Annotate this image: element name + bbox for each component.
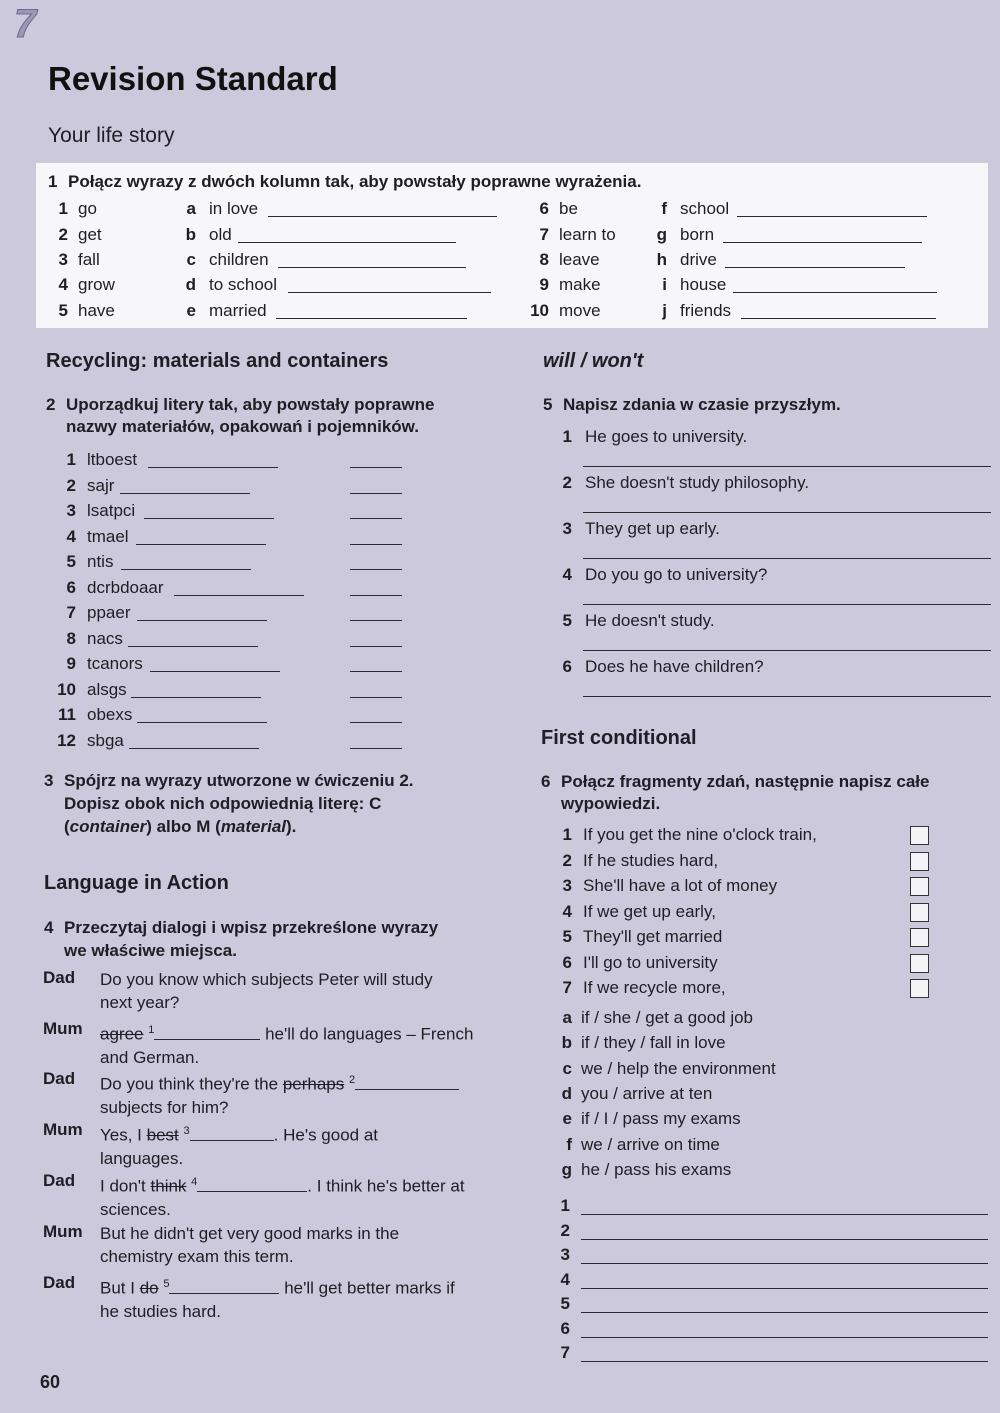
- answer-checkbox[interactable]: [910, 954, 929, 973]
- item-number: 2: [66, 475, 76, 495]
- item-text: She'll have a lot of money: [583, 876, 778, 895]
- answer-line[interactable]: [581, 1361, 988, 1362]
- dialogue-line: [100, 1120, 378, 1170]
- struck-word: perhaps: [282, 1074, 345, 1094]
- answer-checkbox[interactable]: [910, 852, 929, 871]
- item-text: move: [559, 301, 601, 320]
- item-text: get: [78, 225, 102, 244]
- item-number: 3: [562, 876, 572, 895]
- answer-line[interactable]: [581, 1288, 988, 1289]
- item-text: They'll get married: [583, 927, 723, 946]
- instruction-text: Spójrz na wyrazy utworzone w ćwiczeniu 2.: [64, 771, 414, 790]
- letter-line[interactable]: [350, 518, 402, 519]
- answer-line[interactable]: [238, 242, 456, 243]
- item-text: married: [209, 301, 267, 320]
- item-text: he / pass his exams: [581, 1159, 732, 1179]
- item-number: 7: [562, 978, 572, 997]
- item-number: e: [186, 301, 196, 320]
- item-number: b: [561, 1033, 572, 1053]
- item-number: 8: [66, 628, 76, 648]
- dialogue-text: But he didn't get very good marks in the: [100, 1224, 400, 1243]
- item-number: 3: [66, 501, 76, 520]
- letter-line[interactable]: [350, 697, 402, 698]
- answer-line[interactable]: [737, 216, 927, 217]
- instruction-italic: material: [220, 817, 287, 836]
- item-number: h: [656, 250, 667, 269]
- dialogue-text: he'll do languages – French: [265, 1024, 474, 1044]
- struck-word: think: [150, 1176, 187, 1196]
- answer-checkbox[interactable]: [910, 826, 929, 845]
- item-text: He goes to university.: [585, 427, 748, 446]
- answer-line[interactable]: [148, 467, 278, 468]
- dialogue-text: But I: [100, 1278, 135, 1298]
- item-number: 12: [57, 730, 76, 750]
- answer-line[interactable]: [723, 242, 922, 243]
- answer-checkbox[interactable]: [910, 979, 929, 998]
- item-number: j: [662, 301, 667, 320]
- instruction-text: (: [64, 817, 70, 836]
- struck-word: agree: [100, 1024, 144, 1044]
- letter-line[interactable]: [350, 620, 402, 621]
- instruction-text: Dopisz obok nich odpowiednią literę: C: [64, 794, 382, 813]
- item-number: 6: [562, 657, 572, 676]
- item-text: friends: [680, 301, 732, 320]
- dialogue-line: [100, 1069, 459, 1119]
- answer-line[interactable]: [581, 1239, 988, 1240]
- letter-line[interactable]: [350, 595, 402, 596]
- item-number: 1: [562, 825, 572, 844]
- item-text: house: [680, 275, 727, 294]
- first-conditional-heading: First conditional: [541, 727, 697, 749]
- item-number: 5: [562, 927, 572, 946]
- item-text: in love: [209, 199, 259, 218]
- dialogue-text: chemistry exam this term.: [100, 1247, 294, 1266]
- answer-line[interactable]: [741, 318, 936, 319]
- item-text: obexs: [87, 705, 133, 724]
- item-number: i: [662, 275, 667, 294]
- item-number: 1: [66, 450, 76, 469]
- item-number: 4: [562, 901, 572, 921]
- item-text: if / I / pass my exams: [581, 1109, 741, 1129]
- item-number: 2: [560, 1220, 570, 1240]
- letter-line[interactable]: [350, 646, 402, 647]
- item-number: b: [185, 225, 196, 244]
- item-text: dcrbdoaar: [87, 577, 164, 597]
- item-number: 6: [539, 199, 549, 218]
- item-number: c: [186, 250, 196, 269]
- dialogue-text: languages.: [100, 1148, 184, 1168]
- item-text: ppaer: [87, 603, 131, 622]
- exercise-4-instruction: [44, 916, 438, 962]
- item-text: born: [680, 225, 715, 244]
- dialogue-line: [100, 1222, 399, 1268]
- item-number: 6: [562, 952, 572, 972]
- speaker: Mum: [43, 1222, 83, 1241]
- letter-line[interactable]: [350, 544, 402, 545]
- page-title: Revision Standard: [48, 60, 338, 97]
- item-number: 3: [58, 250, 68, 269]
- item-number: 7: [560, 1343, 570, 1362]
- answer-line[interactable]: [583, 512, 991, 513]
- answer-line[interactable]: [583, 558, 991, 559]
- gap-blank[interactable]: [197, 1176, 307, 1192]
- dialogue-text: he studies hard.: [100, 1301, 221, 1321]
- instruction-text: ).: [286, 817, 297, 836]
- answer-line[interactable]: [583, 650, 991, 651]
- instruction-text: wypowiedzi.: [561, 794, 661, 813]
- answer-line[interactable]: [268, 216, 497, 217]
- item-text: lsatpci: [87, 501, 136, 520]
- letter-line[interactable]: [350, 748, 402, 749]
- exercise-number: 2: [46, 395, 56, 414]
- item-number: 6: [560, 1318, 570, 1338]
- item-number: 4: [66, 526, 76, 546]
- recycling-heading: Recycling: materials and containers: [46, 350, 389, 372]
- gap-number: 4: [191, 1176, 198, 1188]
- dialogue-text: subjects for him?: [100, 1097, 229, 1117]
- exercise-5-instruction: [543, 394, 841, 416]
- answer-line[interactable]: [725, 267, 905, 268]
- exercise-6-instruction: [541, 771, 929, 815]
- item-text: If we recycle more,: [583, 978, 726, 997]
- will-wont-heading: will / won't: [543, 350, 644, 372]
- dialogue-text: Do you know which subjects Peter will study: [100, 970, 433, 989]
- struck-word: do: [139, 1278, 159, 1298]
- exercise-number: 5: [543, 395, 553, 414]
- exercise-number: 3: [44, 771, 54, 790]
- item-text: If he studies hard,: [583, 850, 719, 870]
- item-number: a: [562, 1008, 572, 1027]
- dialogue-text: . I think he's better at: [307, 1176, 465, 1196]
- gap-number: 1: [148, 1024, 155, 1036]
- item-text: If we get up early,: [583, 901, 716, 921]
- answer-line[interactable]: [581, 1337, 988, 1338]
- item-text: old: [209, 225, 232, 244]
- item-text: leave: [559, 250, 600, 269]
- instruction-text: Połącz fragmenty zdań, następnie napisz całe: [561, 772, 930, 791]
- item-text: you / arrive at ten: [581, 1083, 713, 1103]
- dialogue-text: he'll get better marks if: [284, 1278, 455, 1298]
- instruction-text: Uporządkuj litery tak, aby powstały poprawne: [66, 395, 435, 414]
- item-number: 4: [560, 1269, 570, 1289]
- gap-blank[interactable]: [355, 1074, 459, 1090]
- item-number: 6: [66, 577, 76, 597]
- answer-line[interactable]: [276, 318, 467, 319]
- dialogue-text: sciences.: [100, 1199, 171, 1219]
- item-text: children: [209, 250, 269, 269]
- item-text: learn to: [559, 225, 616, 244]
- answer-checkbox[interactable]: [910, 928, 929, 947]
- item-text: ltboest: [87, 450, 138, 469]
- gap-blank[interactable]: [169, 1278, 279, 1294]
- answer-line[interactable]: [150, 671, 280, 672]
- dialogue-line: [100, 968, 433, 1014]
- item-number: a: [186, 199, 196, 218]
- item-number: 5: [560, 1294, 570, 1313]
- answer-line[interactable]: [174, 595, 304, 596]
- section-subtitle: Your life story: [48, 124, 175, 147]
- speaker: Dad: [43, 1273, 76, 1292]
- answer-line[interactable]: [120, 493, 250, 494]
- instruction-text: ) albo M (: [146, 817, 221, 836]
- item-number: d: [185, 275, 196, 294]
- item-text: we / arrive on time: [581, 1134, 720, 1154]
- item-text: They get up early.: [585, 519, 720, 538]
- item-number: f: [566, 1134, 572, 1154]
- speaker: Dad: [43, 1069, 76, 1088]
- answer-line[interactable]: [128, 646, 258, 647]
- item-text: we / help the environment: [581, 1058, 776, 1078]
- item-text: drive: [680, 250, 717, 269]
- item-text: if / they / fall in love: [581, 1033, 726, 1053]
- item-text: make: [559, 275, 601, 294]
- answer-line[interactable]: [121, 569, 251, 570]
- item-text: if / she / get a good job: [581, 1008, 754, 1027]
- item-text: have: [78, 301, 115, 320]
- answer-line[interactable]: [136, 544, 266, 545]
- item-number: 5: [58, 301, 68, 320]
- answer-line[interactable]: [137, 722, 267, 723]
- gap-blank[interactable]: [190, 1125, 274, 1141]
- item-text: grow: [78, 275, 115, 294]
- answer-line[interactable]: [581, 1312, 988, 1313]
- answer-line[interactable]: [288, 292, 491, 293]
- speaker: Dad: [43, 1171, 76, 1190]
- item-number: 7: [66, 603, 76, 622]
- exercise-number: 4: [44, 918, 54, 937]
- item-number: 5: [66, 552, 76, 571]
- instruction-text: we właściwe miejsca.: [64, 941, 237, 960]
- item-text: sbga: [87, 730, 124, 750]
- answer-line[interactable]: [137, 620, 267, 621]
- struck-word: best: [146, 1125, 179, 1145]
- dialogue-text: Yes, I: [100, 1125, 142, 1145]
- letter-line[interactable]: [350, 671, 402, 672]
- speaker: Mum: [43, 1019, 83, 1038]
- item-text: I'll go to university: [583, 952, 718, 972]
- dialogue-line: [100, 1171, 465, 1221]
- item-number: 1: [562, 427, 572, 446]
- exercise-number: 6: [541, 772, 551, 791]
- item-text: go: [78, 199, 97, 218]
- item-number: 9: [539, 275, 549, 294]
- item-text: She doesn't study philosophy.: [585, 473, 810, 492]
- item-text: be: [559, 199, 578, 218]
- letter-line[interactable]: [350, 493, 402, 494]
- dialogue-text: and German.: [100, 1047, 200, 1067]
- item-text: If you get the nine o'clock train,: [583, 825, 817, 844]
- item-number: e: [562, 1109, 572, 1129]
- answer-checkbox[interactable]: [910, 903, 929, 922]
- item-number: 5: [562, 611, 572, 630]
- answer-line[interactable]: [144, 518, 274, 519]
- dialogue-text: next year?: [100, 993, 180, 1012]
- item-number: 10: [530, 301, 549, 320]
- item-number: c: [562, 1058, 572, 1078]
- item-number: 7: [539, 225, 549, 244]
- item-text: Do you go to university?: [585, 565, 768, 584]
- answer-line[interactable]: [581, 1214, 988, 1215]
- speaker: Dad: [43, 968, 76, 987]
- dialogue-text: . He's good at: [273, 1125, 379, 1145]
- answer-line[interactable]: [581, 1263, 988, 1264]
- speaker: Mum: [43, 1120, 83, 1139]
- answer-line[interactable]: [583, 466, 991, 467]
- page-number: 60: [40, 1372, 61, 1392]
- item-text: to school: [209, 275, 278, 294]
- instruction-text: Napisz zdania w czasie przyszłym.: [563, 395, 841, 414]
- item-text: alsgs: [87, 679, 127, 699]
- item-number: 2: [562, 850, 572, 870]
- dialogue-text: Do you think they're the: [100, 1074, 279, 1094]
- item-number: 9: [66, 654, 76, 673]
- dialogue-line: [100, 1273, 455, 1323]
- gap-blank[interactable]: [154, 1024, 260, 1040]
- exercise-2-instruction: [46, 394, 434, 438]
- item-text: sajr: [87, 475, 115, 495]
- item-number: f: [661, 199, 667, 218]
- item-number: g: [656, 225, 667, 244]
- exercise-number: 1: [48, 172, 58, 191]
- item-number: 2: [562, 473, 572, 492]
- item-number: 4: [562, 565, 572, 584]
- answer-checkbox[interactable]: [910, 877, 929, 896]
- letter-line[interactable]: [350, 467, 402, 468]
- item-number: 2: [58, 225, 68, 244]
- dialogue-text: I don't: [100, 1176, 146, 1196]
- language-heading: Language in Action: [44, 872, 229, 894]
- item-number: 11: [58, 705, 76, 724]
- instruction-text: nazwy materiałów, opakowań i pojemników.: [66, 417, 419, 436]
- item-number: 3: [560, 1245, 570, 1264]
- gap-number: 3: [183, 1125, 190, 1137]
- unit-number: 7: [14, 2, 37, 46]
- item-number: 3: [562, 519, 572, 538]
- item-text: tmael: [87, 526, 129, 546]
- item-text: tcanors: [87, 654, 143, 673]
- answer-line[interactable]: [129, 748, 259, 749]
- item-number: 1: [560, 1196, 570, 1215]
- answer-line[interactable]: [278, 267, 466, 268]
- item-text: Does he have children?: [585, 657, 764, 676]
- answer-line[interactable]: [583, 696, 991, 697]
- dialogue-line: [100, 1019, 473, 1069]
- gap-number: 5: [163, 1278, 170, 1290]
- letter-line[interactable]: [350, 569, 402, 570]
- answer-line[interactable]: [131, 697, 261, 698]
- item-number: 10: [57, 679, 76, 699]
- letter-line[interactable]: [350, 722, 402, 723]
- item-text: fall: [78, 250, 100, 269]
- exercise-1-instruction: [48, 171, 641, 193]
- item-number: 8: [539, 250, 549, 269]
- answer-line[interactable]: [583, 604, 991, 605]
- instruction-italic: container: [69, 817, 147, 836]
- answer-line[interactable]: [733, 292, 937, 293]
- instruction-text: Przeczytaj dialogi i wpisz przekreślone wyrazy: [64, 918, 439, 937]
- item-text: nacs: [87, 628, 123, 648]
- instruction-text: Połącz wyrazy z dwóch kolumn tak, aby powstały poprawne wyrażenia.: [68, 172, 642, 191]
- item-number: d: [561, 1083, 572, 1103]
- item-number: g: [561, 1159, 572, 1179]
- item-text: He doesn't study.: [585, 611, 715, 630]
- item-text: ntis: [87, 552, 114, 571]
- gap-number: 2: [348, 1074, 356, 1086]
- item-text: school: [680, 199, 730, 218]
- item-number: 1: [58, 199, 68, 218]
- item-number: 4: [58, 275, 68, 294]
- exercise-3-instruction: [44, 769, 414, 838]
